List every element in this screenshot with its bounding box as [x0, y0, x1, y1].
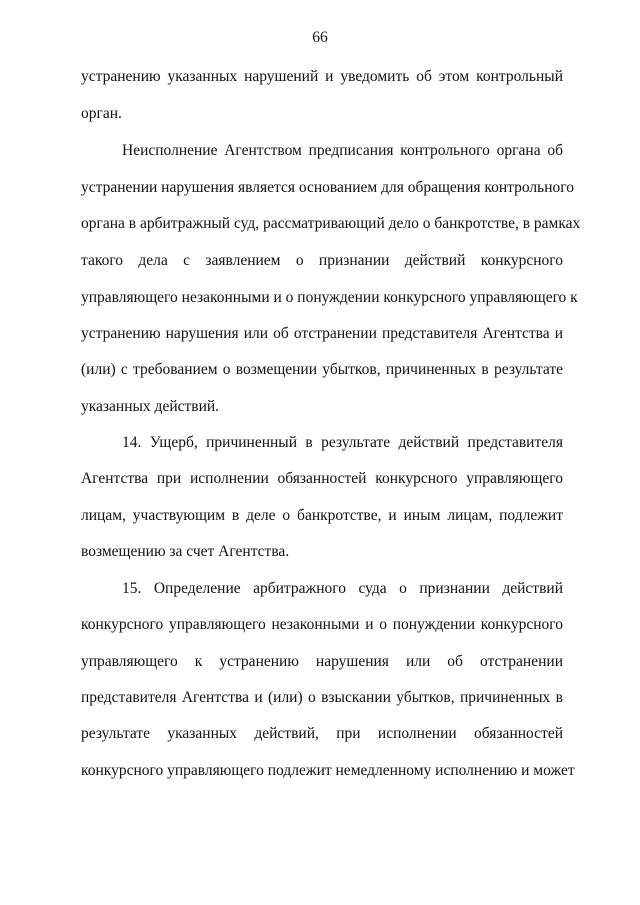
text-line: устранению указанных нарушений и уведомить об этом контрольный — [81, 68, 563, 85]
text-line: указанных действий. — [81, 398, 220, 415]
text-line: представителя Агентства и (или) о взыскании убытков, причиненных в — [81, 689, 563, 706]
text-line: Агентства при исполнении обязанностей конкурсного управляющего — [81, 470, 563, 487]
text-line: (или) с требованием о возмещении убытков, причиненных в результате — [81, 361, 563, 378]
text-line: лицам, участвующим в деле о банкротстве, и иным лицам, подлежит — [81, 507, 563, 524]
paragraph-first-line: 15. Определение арбитражного суда о признании действий — [122, 580, 563, 597]
text-line: устранении нарушения является основанием для обращения контрольного — [81, 179, 574, 196]
text-line: конкурсного управляющего подлежит немедленному исполнению и может — [81, 762, 575, 779]
page-number: 66 — [312, 29, 328, 46]
text-line: устранению нарушения или об отстранении представителя Агентства и — [81, 325, 563, 342]
text-line: такого дела с заявлением о признании действий конкурсного — [81, 252, 563, 269]
text-line: орган. — [81, 105, 122, 122]
text-line: управляющего незаконными и о понуждении конкурсного управляющего к — [81, 289, 578, 306]
paragraph-first-line: 14. Ущерб, причиненный в результате действий представителя — [122, 434, 563, 451]
text-line: возмещению за счет Агентства. — [81, 543, 290, 560]
text-line: конкурсного управляющего незаконными и о понуждении конкурсного — [81, 616, 563, 633]
paragraph-first-line: Неисполнение Агентством предписания контрольного органа об — [122, 142, 563, 159]
text-line: результате указанных действий, при исполнении обязанностей — [81, 725, 563, 742]
text-line: управляющего к устранению нарушения или об отстранении — [81, 653, 563, 670]
text-line: органа в арбитражный суд, рассматривающий дело о банкротстве, в рамках — [81, 215, 581, 232]
